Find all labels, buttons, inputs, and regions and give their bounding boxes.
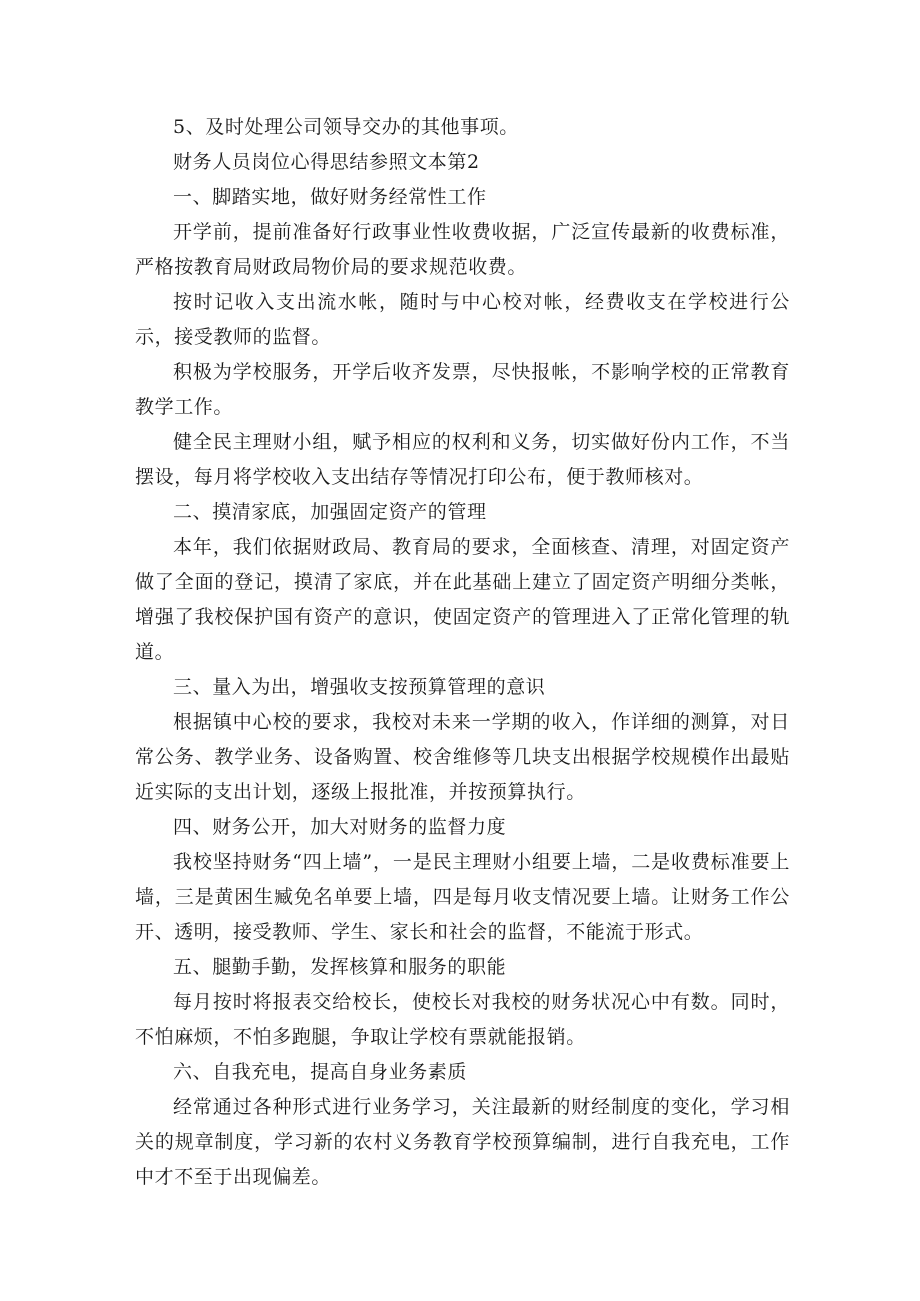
- paragraph: 每月按时将报表交给校长，使校长对我校的财务状况心中有数。同时，不怕麻烦，不怕多跑腿，争取让学校有票就能报销。: [135, 991, 790, 1048]
- paragraph: 开学前，提前准备好行政事业性收费收据，广泛宣传最新的收费标准，严格按教育局财政局物价局的要求规范收费。: [135, 221, 790, 278]
- paragraph: 我校坚持财务“四上墙”，一是民主理财小组要上墙，二是收费标准要上墙，三是黄困生臧免名单要上墙，四是每月收支情况要上墙。让财务工作公开、透明，接受教师、学生、家长和社会的监督，不能流于形式。: [135, 851, 790, 943]
- section-title: 财务人员岗位心得思结参照文本第2: [173, 151, 480, 173]
- document-body: [135, 110, 790, 1195]
- heading-2: 二、摸清家底，加强固定资产的管理: [173, 501, 487, 523]
- heading-6: 六、自我充电，提高自身业务素质: [173, 1061, 468, 1083]
- paragraph: 经常通过各种形式进行业务学习，关注最新的财经制度的变化，学习相关的规章制度，学习新的农村义务教育学校预算编制，进行自我充电，工作中才不至于出现偏差。: [135, 1096, 790, 1188]
- heading-4: 四、财务公开，加大对财务的监督力度: [173, 816, 507, 838]
- heading-5: 五、腿勤手勤，发挥核算和服务的职能: [173, 956, 507, 978]
- paragraph: 按时记收入支出流水帐，随时与中心校对帐，经费收支在学校进行公示，接受教师的监督。: [135, 291, 790, 348]
- paragraph: 健全民主理财小组，赋予相应的权利和义务，切实做好份内工作，不当摆设，每月将学校收入支出结存等情况打印公布，便于教师核对。: [135, 431, 790, 488]
- list-item-5: 5、及时处理公司领导交办的其他事项。: [173, 116, 519, 138]
- paragraph: 根据镇中心校的要求，我校对未来一学期的收入，作详细的测算，对日常公务、教学业务、设备购置、校舍维修等几块支出根据学校规模作出最贴近实际的支出计划，逐级上报批准，并按预算执行。: [135, 711, 790, 803]
- heading-3: 三、量入为出，增强收支按预算管理的意识: [173, 676, 546, 698]
- heading-1: 一、脚踏实地，做好财务经常性工作: [173, 186, 487, 208]
- paragraph: 本年，我们依据财政局、教育局的要求，全面核查、清理，对固定资产做了全面的登记，摸清了家底，并在此基础上建立了固定资产明细分类帐，增强了我校保护国有资产的意识，使固定资产的管理进入了正常化管理的轨道。: [135, 536, 790, 663]
- paragraph: 积极为学校服务，开学后收齐发票，尽快报帐，不影响学校的正常教育教学工作。: [135, 361, 790, 418]
